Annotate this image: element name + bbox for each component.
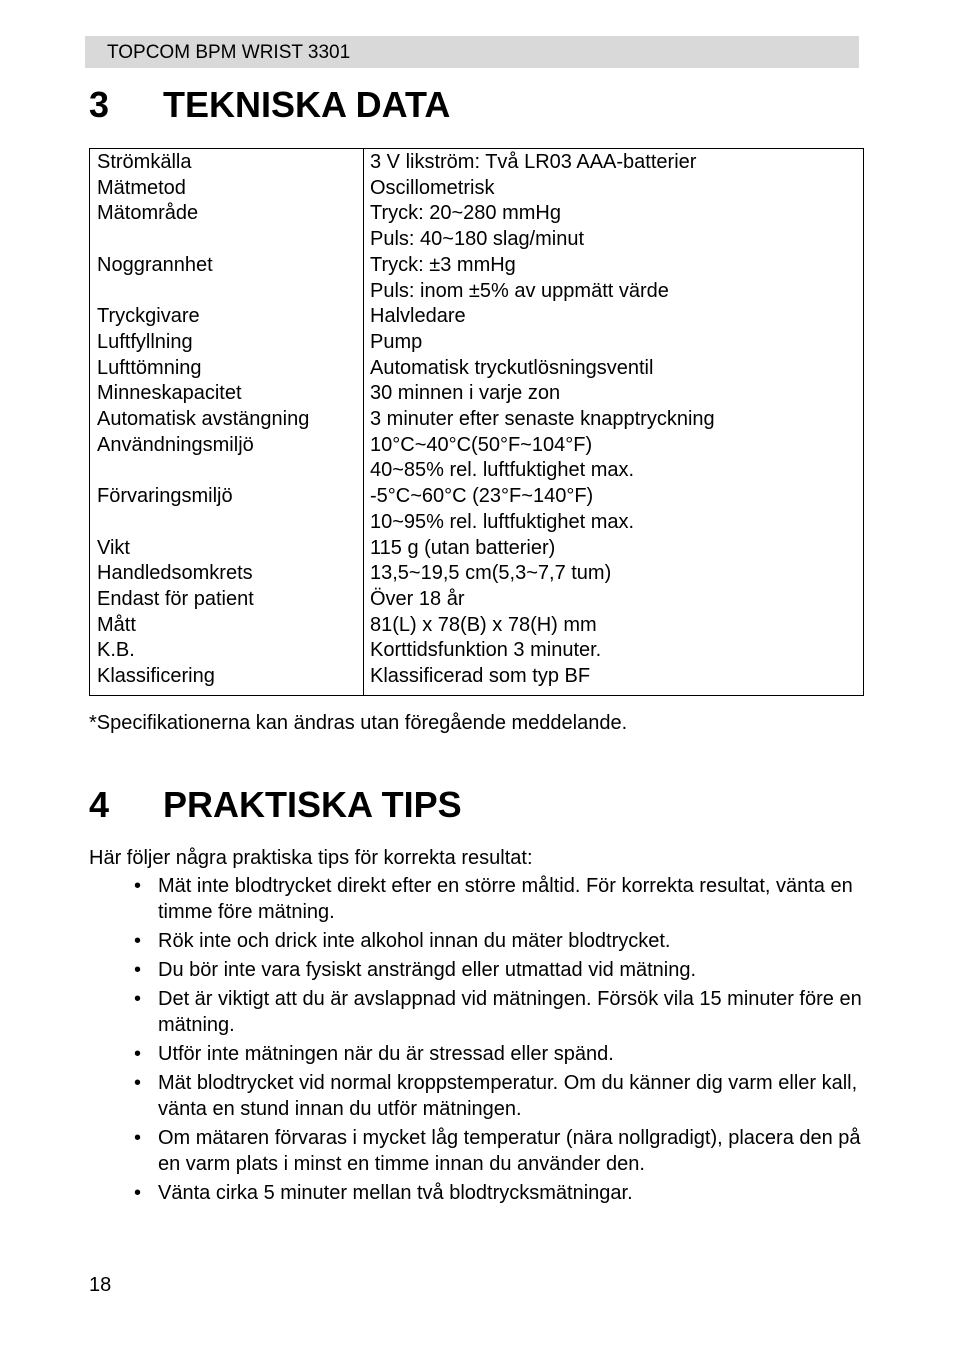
- spec-row: [90, 381, 864, 407]
- tip-item: [134, 1041, 869, 1067]
- spec-value-cell: [364, 664, 864, 695]
- spec-row: [90, 330, 864, 356]
- spec-value: Automatisk tryckutlösningsventil: [370, 356, 654, 379]
- spec-label: Minneskapacitet: [90, 381, 364, 407]
- spec-label: Noggrannhet: [90, 253, 364, 304]
- spec-value: Tryck: 20~280 mmHg: [370, 202, 561, 225]
- spec-row: [90, 253, 864, 304]
- spec-row: [90, 407, 864, 433]
- spec-row: [90, 433, 864, 484]
- spec-label: Mätområde: [90, 201, 364, 252]
- tip-item: [134, 957, 869, 983]
- tip-text: Om mätaren förvaras i mycket låg temperatur (nära nollgradigt), placera den på en varm plats i minst en timme innan du använder den.: [158, 1127, 861, 1175]
- spec-value: 10°C~40°C(50°F~104°F): [370, 433, 593, 456]
- spec-value-cell: [364, 176, 864, 202]
- tip-text: Utför inte mätningen när du är stressad eller spänd.: [158, 1043, 614, 1065]
- spec-row: [90, 201, 864, 252]
- spec-row: [90, 356, 864, 382]
- spec-label: Förvaringsmiljö: [90, 484, 364, 535]
- spec-value-cell: [364, 407, 864, 433]
- bullet-icon: •: [134, 1182, 142, 1204]
- spec-value: Oscillometrisk: [370, 176, 495, 199]
- spec-label: Handledsomkrets: [90, 561, 364, 587]
- tips-intro: Här följer några praktiska tips för korrekta resultat:: [89, 847, 533, 869]
- tips-list: [134, 873, 869, 1209]
- spec-value-cell: [364, 433, 864, 484]
- spec-table-body: [90, 149, 864, 696]
- section-title: TEKNISKA DATA: [163, 84, 451, 125]
- section-4-heading: [89, 785, 462, 825]
- spec-value-cell: [364, 587, 864, 613]
- bullet-icon: •: [134, 875, 142, 897]
- spec-value: 115 g (utan batterier): [370, 536, 556, 559]
- spec-row: [90, 613, 864, 639]
- spec-row: [90, 484, 864, 535]
- spec-value: Klassificerad som typ BF: [370, 665, 591, 688]
- spec-label: Automatisk avstängning: [90, 407, 364, 433]
- spec-label: Lufttömning: [90, 356, 364, 382]
- spec-row: [90, 561, 864, 587]
- spec-value: Pump: [370, 330, 423, 353]
- spec-row: [90, 664, 864, 695]
- tip-text: Mät inte blodtrycket direkt efter en större måltid. För korrekta resultat, vänta en timme före mätning.: [158, 875, 853, 923]
- spec-value: Puls: 40~180 slag/minut: [370, 228, 585, 251]
- spec-value-cell: [364, 561, 864, 587]
- spec-label: Strömkälla: [90, 149, 364, 176]
- spec-value-cell: [364, 381, 864, 407]
- spec-row: [90, 304, 864, 330]
- spec-value-cell: [364, 330, 864, 356]
- spec-value-cell: [364, 484, 864, 535]
- spec-value: Halvledare: [370, 305, 466, 328]
- tip-item: [134, 873, 869, 925]
- spec-label: Användningsmiljö: [90, 433, 364, 484]
- spec-value-cell: [364, 638, 864, 664]
- section-3-heading: [89, 85, 450, 125]
- spec-value: 10~95% rel. luftfuktighet max.: [370, 510, 635, 533]
- spec-row: [90, 149, 864, 176]
- section-title: PRAKTISKA TIPS: [163, 784, 462, 825]
- spec-row: [90, 176, 864, 202]
- spec-row: [90, 638, 864, 664]
- spec-label: Mätmetod: [90, 176, 364, 202]
- tip-text: Rök inte och drick inte alkohol innan du mäter blodtrycket.: [158, 930, 671, 952]
- bullet-icon: •: [134, 1072, 142, 1094]
- spec-value-cell: [364, 304, 864, 330]
- spec-value: 40~85% rel. luftfuktighet max.: [370, 459, 635, 482]
- bullet-icon: •: [134, 930, 142, 952]
- tip-text: Det är viktigt att du är avslappnad vid mätningen. Försök vila 15 minuter före en mätning.: [158, 988, 862, 1036]
- spec-table: [89, 148, 864, 696]
- section-number: 4: [89, 784, 110, 825]
- spec-value: Korttidsfunktion 3 minuter.: [370, 639, 602, 662]
- section-number: 3: [89, 84, 110, 125]
- spec-row: [90, 587, 864, 613]
- spec-value: 30 minnen i varje zon: [370, 382, 561, 405]
- spec-label: Klassificering: [90, 664, 364, 695]
- spec-value: Över 18 år: [370, 587, 465, 610]
- spec-row: [90, 536, 864, 562]
- spec-label: Mått: [90, 613, 364, 639]
- spec-value: 3 minuter efter senaste knapptryckning: [370, 408, 715, 431]
- tip-text: Vänta cirka 5 minuter mellan två blodtrycksmätningar.: [158, 1182, 633, 1204]
- spec-value: 3 V likström: Två LR03 AAA-batterier: [370, 151, 697, 173]
- spec-value-cell: [364, 253, 864, 304]
- bullet-icon: •: [134, 1127, 142, 1149]
- running-header: [85, 36, 859, 68]
- spec-label: Luftfyllning: [90, 330, 364, 356]
- tip-item: [134, 1125, 869, 1177]
- tip-item: [134, 1180, 869, 1206]
- spec-value-cell: [364, 356, 864, 382]
- spec-value: -5°C~60°C (23°F~140°F): [370, 485, 594, 508]
- product-name: TOPCOM BPM WRIST 3301: [107, 42, 351, 63]
- tip-item: [134, 1070, 869, 1122]
- spec-value-cell: [364, 536, 864, 562]
- tip-text: Du bör inte vara fysiskt ansträngd eller utmattad vid mätning.: [158, 959, 697, 981]
- spec-value-cell: [364, 149, 864, 176]
- spec-label: Endast för patient: [90, 587, 364, 613]
- spec-value: Puls: inom ±5% av uppmätt värde: [370, 279, 669, 302]
- bullet-icon: •: [134, 1043, 142, 1065]
- spec-value: 13,5~19,5 cm(5,3~7,7 tum): [370, 562, 612, 585]
- spec-label: K.B.: [90, 638, 364, 664]
- tip-text: Mät blodtrycket vid normal kroppstemperatur. Om du känner dig varm eller kall, vänta en stund innan du utför mätningen.: [158, 1072, 858, 1120]
- bullet-icon: •: [134, 959, 142, 981]
- spec-footnote: *Specifikationerna kan ändras utan föregående meddelande.: [89, 712, 628, 734]
- spec-value-cell: [364, 201, 864, 252]
- page-number: 18: [89, 1274, 112, 1296]
- bullet-icon: •: [134, 988, 142, 1010]
- spec-value: 81(L) x 78(B) x 78(H) mm: [370, 613, 597, 636]
- spec-value-cell: [364, 613, 864, 639]
- tip-item: [134, 986, 869, 1038]
- spec-label: Vikt: [90, 536, 364, 562]
- spec-value: Tryck: ±3 mmHg: [370, 253, 516, 276]
- spec-label: Tryckgivare: [90, 304, 364, 330]
- tip-item: [134, 928, 869, 954]
